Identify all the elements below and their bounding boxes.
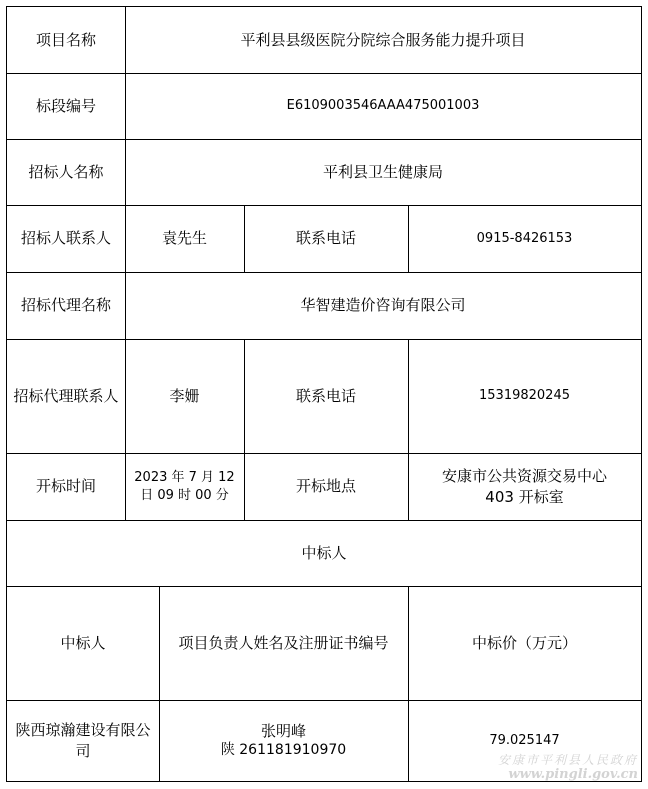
row-divider [7, 73, 641, 74]
manager-header: 项目负责人姓名及注册证书编号 [178, 633, 389, 652]
column-divider [408, 339, 409, 520]
project-name-value: 平利县县级医院分院综合服务能力提升项目 [240, 30, 526, 49]
manager-info [159, 700, 408, 781]
winning-price: 79.025147 [489, 732, 560, 748]
agency-name-label: 招标代理名称 [20, 296, 111, 315]
agency-phone-label: 联系电话 [295, 386, 356, 405]
site-watermark [498, 754, 638, 783]
watermark-line1: 安康市平利县人民政府 [497, 753, 638, 768]
winner-header: 中标人 [60, 633, 106, 652]
tenderer-name-value: 平利县卫生健康局 [322, 162, 443, 181]
column-divider [408, 586, 409, 781]
row-divider [7, 520, 641, 521]
manager-cert: 陕 261181910970 [220, 742, 347, 759]
row-divider [7, 339, 641, 340]
agency-contact-name: 李姗 [169, 386, 200, 405]
column-divider [244, 205, 245, 272]
tenderer-name-label: 招标人名称 [28, 162, 104, 181]
column-divider [125, 7, 126, 520]
agency-phone-value: 15319820245 [479, 388, 570, 404]
column-divider [408, 205, 409, 272]
section-number-value: E6109003546AAA475001003 [286, 98, 480, 114]
project-name-label: 项目名称 [35, 30, 96, 49]
opening-place-value [408, 453, 641, 520]
opening-time-line1: 2023 年 7 月 12 [134, 469, 235, 485]
winner-name [7, 700, 159, 781]
winner-name-line1: 陕西琼瀚建设有限公 [15, 721, 151, 740]
opening-time-label: 开标时间 [35, 477, 96, 496]
row-divider [7, 586, 641, 587]
row-divider [7, 139, 641, 140]
row-divider [7, 453, 641, 454]
column-divider [244, 339, 245, 520]
opening-place-line2: 403 开标室 [485, 487, 564, 506]
opening-time-line2: 日 09 时 00 分 [140, 487, 229, 503]
row-divider [7, 700, 641, 701]
opening-time-value [125, 453, 244, 520]
winner-section-title: 中标人 [301, 543, 347, 562]
tenderer-phone-label: 联系电话 [295, 229, 356, 248]
watermark-line2: www.pingli.gov.cn [508, 767, 638, 783]
agency-name-value: 华智建造价咨询有限公司 [300, 296, 466, 315]
opening-place-label: 开标地点 [295, 477, 356, 496]
tenderer-phone-value: 0915-8426153 [476, 230, 573, 246]
manager-name: 张明峰 [260, 721, 306, 740]
column-divider [159, 586, 160, 781]
agency-contact-label: 招标代理联系人 [13, 386, 119, 405]
section-number-label: 标段编号 [35, 96, 96, 115]
tenderer-contact-name: 袁先生 [161, 229, 207, 248]
row-divider [7, 272, 641, 273]
row-divider [7, 205, 641, 206]
price-header: 中标价（万元） [471, 633, 577, 652]
tenderer-contact-label: 招标人联系人 [20, 229, 111, 248]
opening-place-line1: 安康市公共资源交易中心 [441, 467, 607, 486]
winner-name-line2: 司 [75, 741, 91, 760]
bid-result-table [6, 6, 642, 782]
